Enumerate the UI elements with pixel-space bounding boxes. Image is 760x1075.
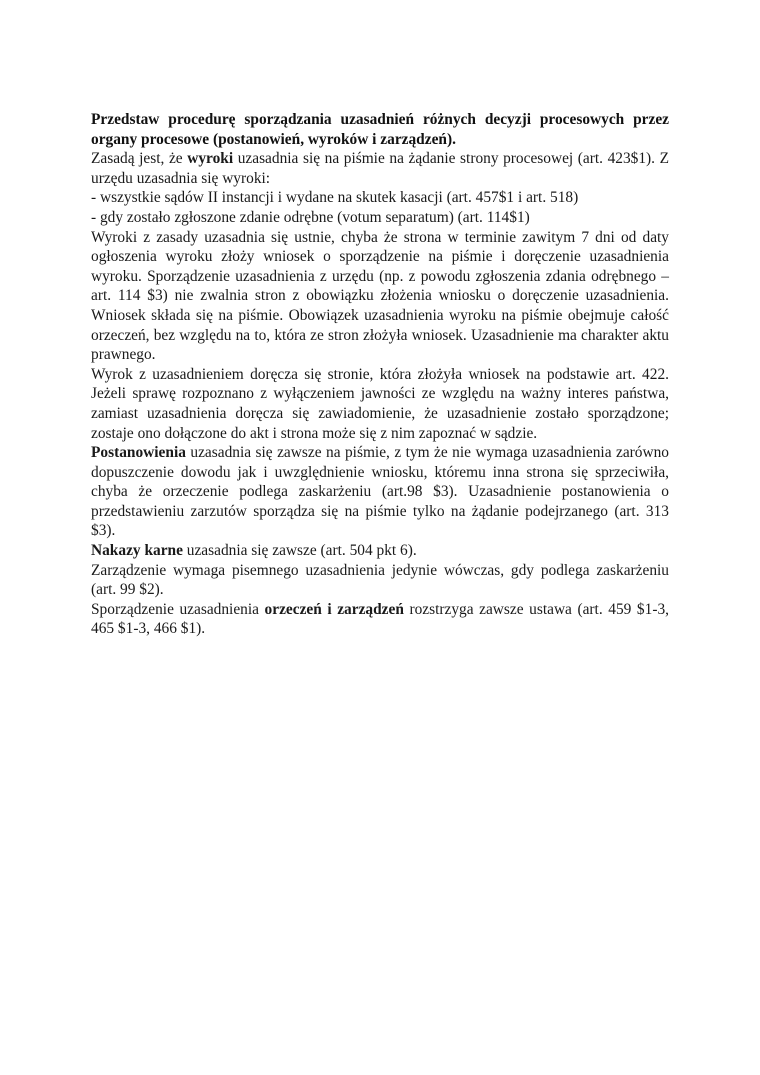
bold-term-orzeczen: orzeczeń i zarządzeń [264, 600, 404, 618]
bold-term-wyroki: wyroki [187, 150, 234, 168]
bold-term-nakazy-karne: Nakazy karne [91, 542, 183, 560]
list-item: - wszystkie sądów II instancji i wydane na skutek kasacji (art. 457$1 i art. 518) [91, 189, 579, 207]
text-span: uzasadnia się na piśmie na żądanie strony procesowej (art. 423$1). Z urzędu uzasadnia się wyroki: [91, 150, 669, 187]
text-span: Zasadą jest, że [91, 150, 188, 168]
paragraph-ustawa [91, 600, 669, 639]
paragraph-wyroki-ustnie: Wyroki z zasady uzasadnia się ustnie, chyba że strona w terminie zawitym 7 dni od daty ogłoszenia wyroku złoży wniosek o sporządzenie na piśmie i doręczenie uzasadnienia wyroku. Sporządzenie uzasadnienia z urzędu (np. z powodu zgłoszenia zdania odrębnego – art. 114 $3) nie zwalnia stron z obowiązku złożenia wniosku o doręczenie uzasadnienia. Wniosek składa się na piśmie. Obowiązek uzasadnienia wyroku na piśmie obejmuje całość orzeczeń, bez względu na to, która ze stron złożyła wniosek. Uzasadnienie ma charakter aktu prawnego. [91, 228, 669, 364]
bold-term-postanowienia: Postanowienia [91, 444, 186, 462]
text-span: Sporządzenie uzasadnienia [91, 600, 265, 618]
paragraph-zarzadzenie: Zarządzenie wymaga pisemnego uzasadnienia jedynie wówczas, gdy podlega zaskarżeniu (art. 99 $2). [91, 561, 669, 599]
document-page [91, 110, 669, 639]
document-title: Przedstaw procedurę sporządzania uzasadnień różnych decyzji procesowych przez organy procesowe (postanowień, wyroków i zarządzeń). [91, 111, 669, 148]
text-span: rozstrzyga zawsze ustawa (art. 459 $1-3, 465 $1-3, 466 $1). [91, 600, 669, 638]
paragraph-postanowienia [91, 443, 669, 541]
paragraph-wyroki-intro [91, 149, 669, 188]
text-span: uzasadnia się zawsze na piśmie, z tym że nie wymaga uzasadnienia zarówno dopuszczenie dowodu jak i uwzględnienie wniosku, któremu inna strona się sprzeciwiła, chyba że orzeczenie podlega zaskarżeniu (art.98 $3). Uzasadnienie postanowienia o przedstawieniu zarzutów sporządza się na piśmie tylko na żądanie podejrzanego (art. 313 $3). [91, 444, 669, 540]
paragraph-doreczenie: Wyrok z uzasadnieniem doręcza się stronie, która złożyła wniosek na podstawie art. 422. Jeżeli sprawę rozpoznano z wyłączeniem jawności ze względu na ważny interes państwa, zamiast uzasadnienia doręcza się zawiadomienie, że uzasadnienie zostało sporządzone; zostaje ono dołączone do akt i strona może się z nim zapoznać w sądzie. [91, 365, 669, 442]
text-span: uzasadnia się zawsze (art. 504 pkt 6). [182, 542, 417, 560]
paragraph-nakazy-karne [91, 541, 669, 561]
list-item: - gdy zostało zgłoszone zdanie odrębne (votum separatum) (art. 114$1) [91, 208, 530, 226]
